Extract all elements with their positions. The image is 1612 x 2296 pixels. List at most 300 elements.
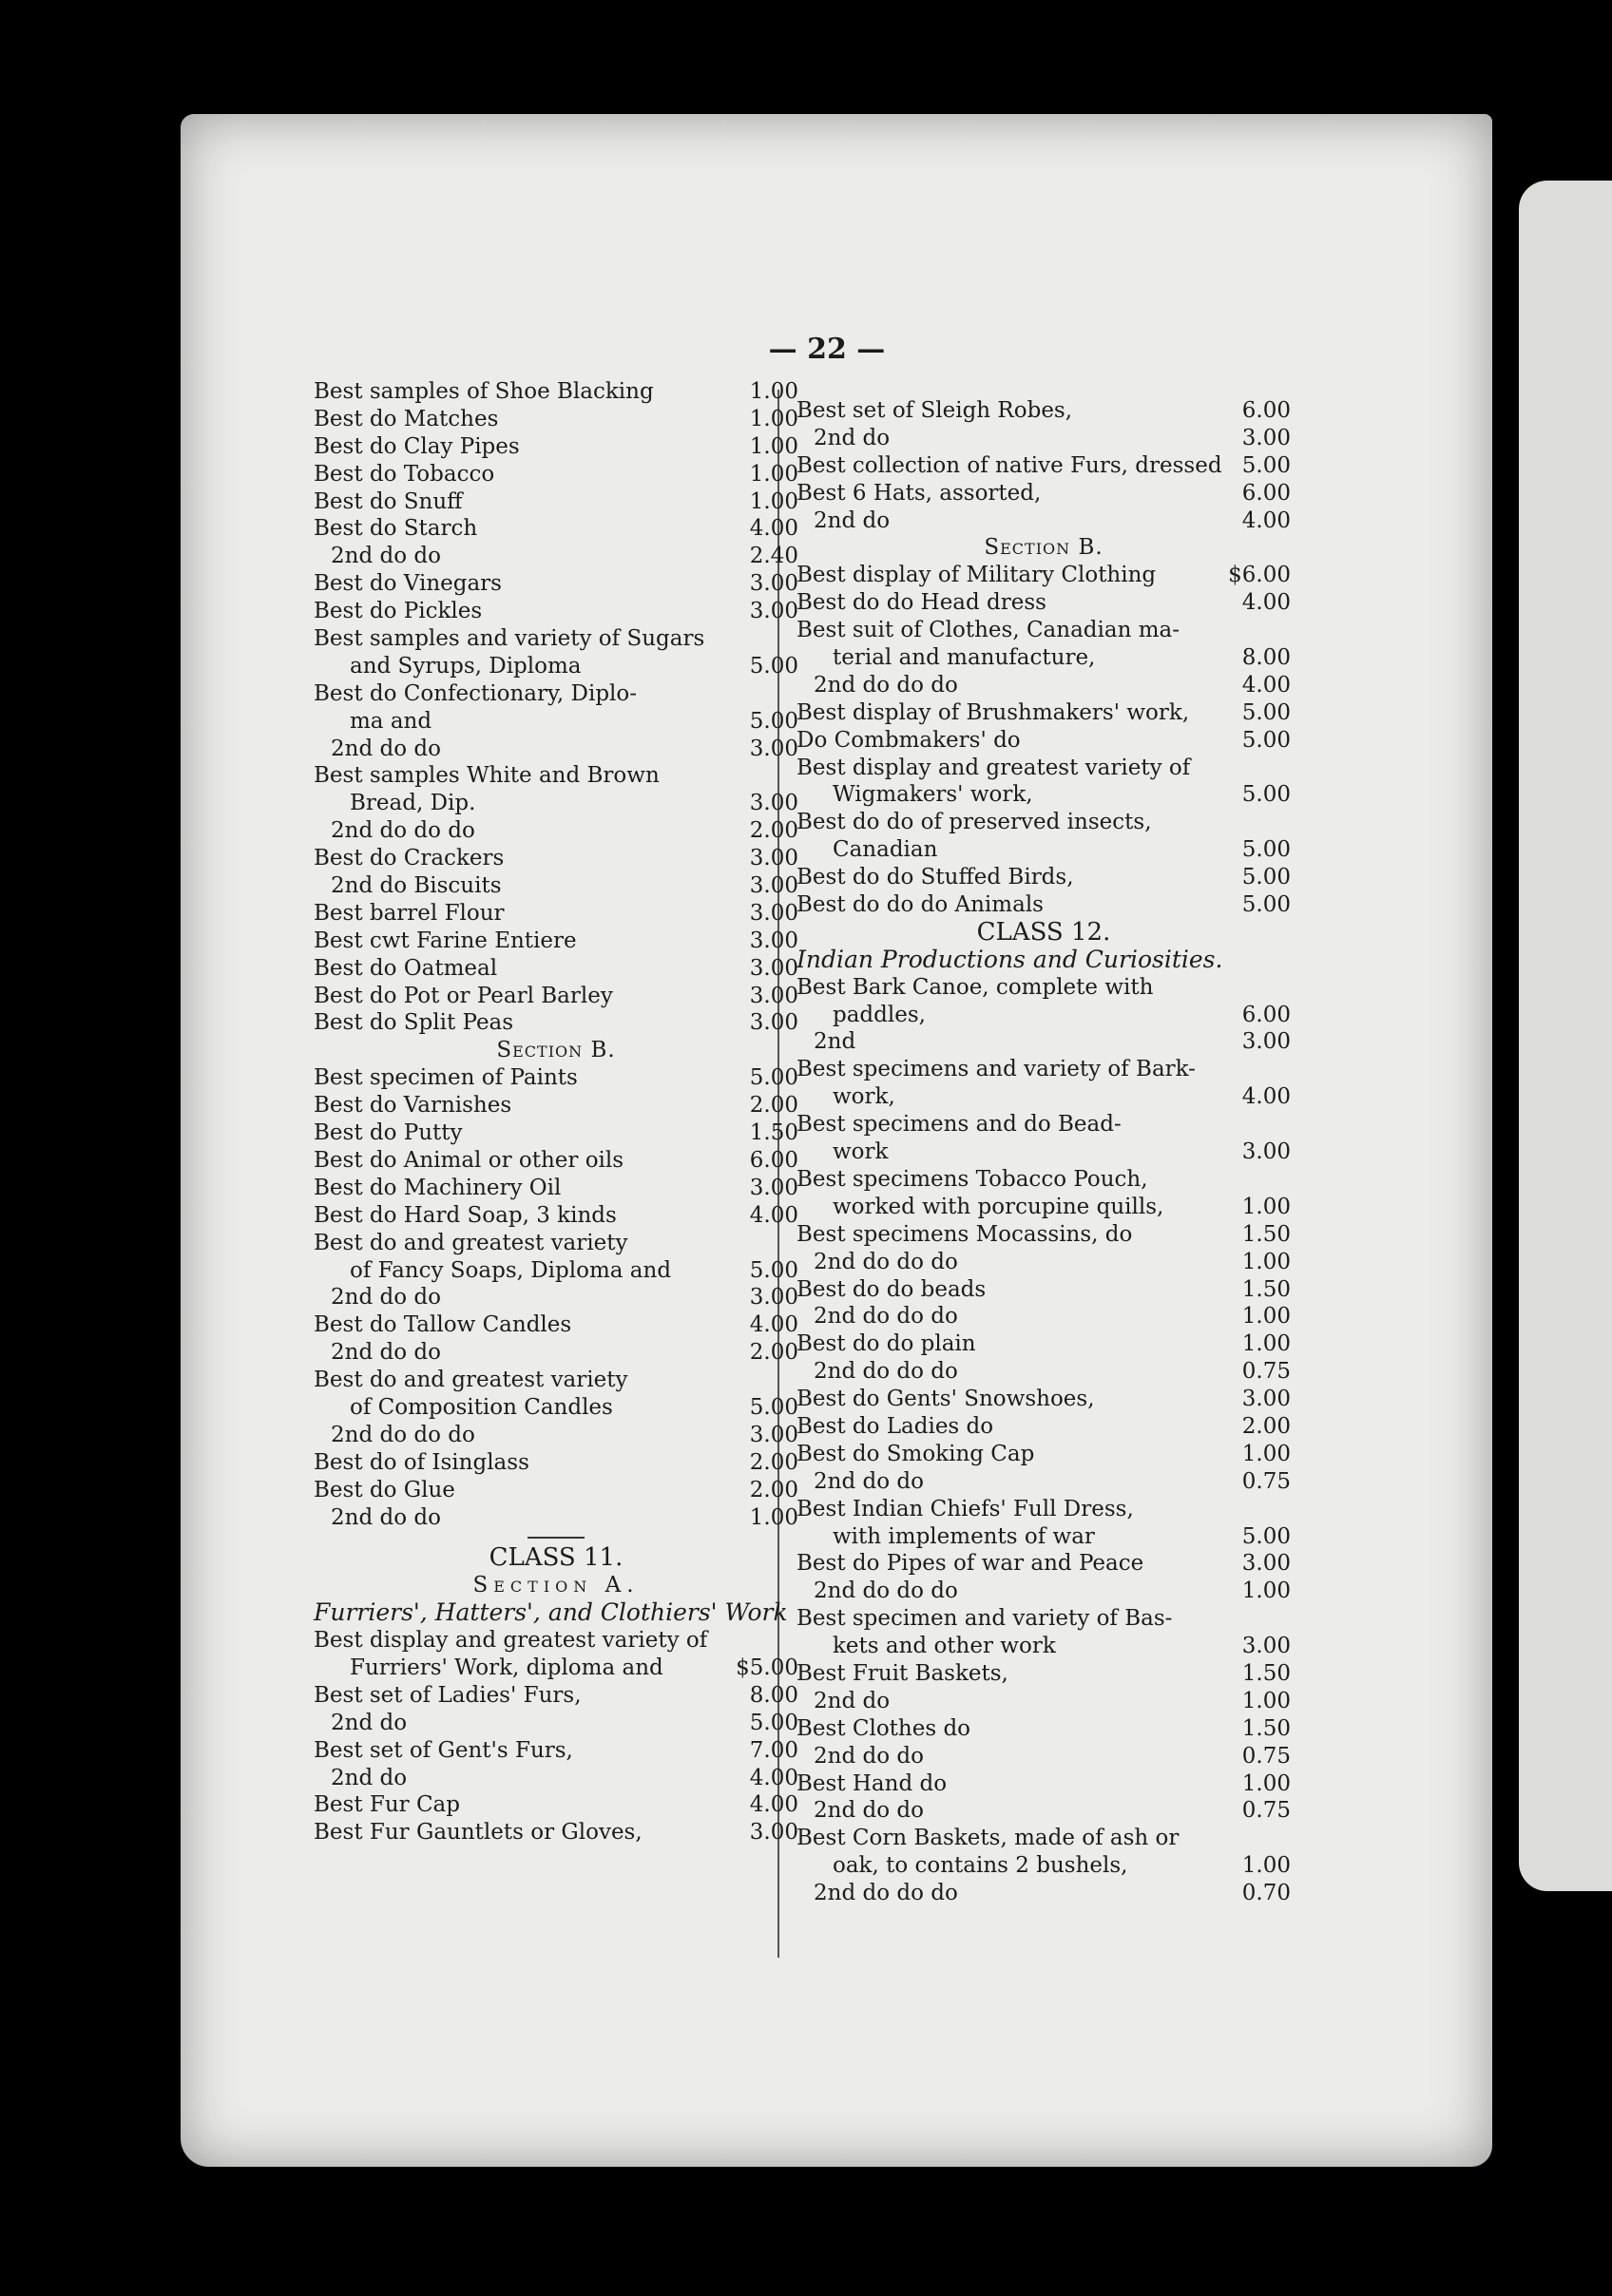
prize-entry — [314, 1311, 798, 1339]
entry-label: Best do Matches — [314, 406, 499, 431]
prize-amount: 5.00 — [749, 653, 798, 679]
entry-label: Best do Pickles — [314, 599, 483, 624]
prize-entry — [314, 406, 798, 433]
prize-entry — [314, 955, 798, 983]
prize-amount: 5.00 — [749, 1257, 798, 1283]
prize-amount: 2.00 — [749, 818, 798, 844]
section-rule — [314, 1531, 798, 1544]
prize-entry — [796, 1002, 1291, 1029]
prize-amount: 6.00 — [1241, 1002, 1291, 1027]
entry-label: terial and manufacture, — [833, 645, 1096, 671]
prize-entry — [796, 397, 1291, 425]
entry-label: Best do Confectionary, Diplo- — [314, 680, 638, 706]
prize-entry — [314, 790, 798, 817]
entry-label: Furriers' Work, diploma and — [350, 1655, 663, 1680]
prize-entry — [314, 543, 798, 570]
heading-line — [314, 1572, 798, 1599]
prize-amount: 3.00 — [749, 791, 798, 816]
prize-amount: 2.00 — [749, 1340, 798, 1366]
prize-entry — [314, 1710, 798, 1737]
prize-amount: 1.00 — [1241, 1770, 1291, 1796]
entry-label: Best do Smoking Cap — [796, 1441, 1035, 1466]
entry-label: Best display and greatest variety of — [314, 1628, 708, 1654]
prize-amount: 5.00 — [749, 1394, 798, 1420]
entry-label: Wigmakers' work, — [833, 782, 1033, 808]
prize-entry — [796, 864, 1291, 891]
prize-amount: 1.00 — [1241, 1304, 1291, 1330]
prize-amount: 0.75 — [1241, 1743, 1291, 1769]
prize-amount: 4.00 — [749, 516, 798, 542]
prize-amount: 4.00 — [1241, 590, 1291, 616]
prize-entry — [796, 1715, 1291, 1743]
entry-label: work, — [833, 1084, 895, 1110]
prize-amount: 5.00 — [1241, 865, 1291, 890]
prize-amount: 3.00 — [749, 1820, 798, 1846]
entry-label: Indian Productions and Curiosities. — [796, 945, 1223, 973]
prize-entry — [796, 699, 1291, 727]
prize-entry — [314, 1339, 798, 1367]
entry-label: ma and — [350, 708, 432, 734]
prize-amount: 3.00 — [1241, 1634, 1291, 1659]
entry-label: 2nd do do do — [814, 672, 958, 698]
entry-label: 2nd do do do — [814, 1578, 958, 1604]
right-column — [796, 397, 1291, 1907]
prize-amount: 3.00 — [749, 571, 798, 597]
entry-label: 2nd do do — [814, 1798, 924, 1824]
prize-entry — [796, 1111, 1291, 1138]
prize-amount: 3.00 — [1241, 425, 1291, 450]
entry-label: Best Clothes do — [796, 1715, 971, 1741]
prize-amount: 1.00 — [1241, 1578, 1291, 1604]
entry-label: 2nd do do — [331, 1340, 441, 1366]
prize-entry — [796, 1550, 1291, 1578]
entry-label: Best do do plain — [796, 1331, 976, 1357]
entry-label: Best Fur Gauntlets or Gloves, — [314, 1820, 643, 1846]
prize-amount: 3.00 — [749, 1175, 798, 1200]
prize-entry — [796, 1441, 1291, 1468]
entry-label: Best do Gents' Snowshoes, — [796, 1387, 1095, 1412]
prize-entry — [314, 1367, 798, 1394]
prize-amount: 3.00 — [749, 955, 798, 981]
entry-label: 2nd do — [814, 507, 891, 533]
entry-label: Best set of Sleigh Robes, — [796, 398, 1073, 423]
entry-label: Best specimens Mocassins, do — [796, 1221, 1133, 1247]
prize-entry — [314, 736, 798, 763]
prize-entry — [796, 755, 1291, 782]
prize-entry — [796, 1056, 1291, 1083]
prize-entry — [796, 836, 1291, 864]
prize-entry — [796, 1221, 1291, 1249]
entry-label: Best set of Gent's Furs, — [314, 1737, 573, 1763]
prize-amount: 1.00 — [1241, 1441, 1291, 1466]
prize-amount: 3.00 — [1241, 1139, 1291, 1165]
entry-label: Best do do of preserved insects, — [796, 810, 1152, 835]
entry-label: 2nd do do — [331, 736, 441, 761]
prize-entry — [796, 672, 1291, 699]
entry-label: Best do Putty — [314, 1120, 463, 1146]
prize-amount: 8.00 — [749, 1682, 798, 1708]
prize-amount: 5.00 — [1241, 837, 1291, 863]
prize-amount: 5.00 — [1241, 452, 1291, 478]
prize-entry — [796, 809, 1291, 836]
entry-label: 2nd do — [814, 1688, 891, 1713]
entry-label: oak, to contains 2 bushels, — [833, 1853, 1128, 1879]
prize-entry — [314, 1147, 798, 1175]
entry-label: Best samples White and Brown — [314, 763, 660, 789]
prize-amount: 3.00 — [749, 846, 798, 871]
entry-label: Do Combmakers' do — [796, 727, 1021, 753]
prize-amount: 6.00 — [1241, 480, 1291, 506]
prize-entry — [314, 1477, 798, 1504]
prize-amount: 6.00 — [749, 1147, 798, 1173]
prize-entry — [796, 1578, 1291, 1605]
prize-amount: 3.00 — [749, 873, 798, 899]
entry-label: Best Bark Canoe, complete with — [796, 974, 1154, 1000]
prize-amount: 1.00 — [749, 461, 798, 487]
prize-entry — [314, 1422, 798, 1449]
entry-label: Best set of Ladies' Furs, — [314, 1682, 582, 1708]
entry-label: Best do Glue — [314, 1477, 455, 1502]
prize-entry — [796, 1523, 1291, 1551]
entry-label: Best do Pot or Pearl Barley — [314, 983, 613, 1008]
entry-label: Best specimen of Paints — [314, 1065, 578, 1091]
entry-label: Best do Oatmeal — [314, 955, 498, 981]
prize-amount: 3.00 — [749, 983, 798, 1008]
prize-amount: 3.00 — [749, 928, 798, 953]
prize-amount: 3.00 — [749, 1285, 798, 1311]
entry-label: Best do of Isinglass — [314, 1449, 529, 1475]
prize-entry — [314, 1064, 798, 1092]
prize-amount: 8.00 — [1241, 645, 1291, 671]
entry-label: Best display and greatest variety of — [796, 755, 1191, 780]
prize-entry — [796, 1880, 1291, 1907]
prize-amount: 0.75 — [1241, 1798, 1291, 1824]
prize-amount: 1.00 — [1241, 1853, 1291, 1879]
entry-label: Best specimens Tobacco Pouch, — [796, 1166, 1148, 1192]
class-title-line — [796, 919, 1291, 947]
prize-entry — [314, 762, 798, 790]
entry-label: 2nd — [814, 1029, 856, 1055]
entry-label: paddles, — [833, 1002, 926, 1027]
entry-label: Section B. — [984, 535, 1103, 561]
entry-label: Best Hand do — [796, 1770, 948, 1796]
prize-entry — [796, 589, 1291, 617]
entry-label: Best do Starch — [314, 516, 478, 542]
prize-amount: 5.00 — [1241, 727, 1291, 753]
prize-entry — [796, 1386, 1291, 1413]
prize-amount: 2.00 — [749, 1449, 798, 1475]
prize-amount: 4.00 — [749, 1792, 798, 1818]
prize-entry — [314, 1504, 798, 1532]
prize-amount: 1.00 — [1241, 1688, 1291, 1713]
prize-entry — [314, 598, 798, 625]
heading-line — [796, 534, 1291, 562]
prize-entry — [314, 1230, 798, 1257]
prize-entry — [314, 625, 798, 653]
entry-label: Best do do Head dress — [796, 590, 1046, 616]
entry-label: Best Fur Cap — [314, 1792, 460, 1818]
prize-entry — [314, 488, 798, 516]
prize-entry — [796, 1605, 1291, 1633]
prize-entry — [314, 653, 798, 680]
prize-entry — [796, 1083, 1291, 1111]
prize-entry — [314, 708, 798, 736]
prize-entry — [796, 891, 1291, 919]
prize-entry — [796, 1358, 1291, 1386]
prize-amount: 5.00 — [1241, 1523, 1291, 1549]
prize-amount: 1.00 — [749, 406, 798, 431]
prize-entry — [314, 1202, 798, 1230]
prize-entry — [314, 1737, 798, 1765]
prize-amount: 4.00 — [1241, 672, 1291, 698]
prize-entry — [796, 1303, 1291, 1330]
prize-amount: 7.00 — [749, 1737, 798, 1763]
prize-amount: 4.00 — [749, 1765, 798, 1790]
prize-amount: 6.00 — [1241, 398, 1291, 423]
entry-label: Best Indian Chiefs' Full Dress, — [796, 1496, 1134, 1521]
entry-label: Best do Snuff — [314, 488, 463, 514]
adjacent-page-edge — [1519, 181, 1612, 1891]
entry-label: Section A. — [472, 1573, 640, 1598]
entry-label: Best do Tallow Candles — [314, 1312, 572, 1338]
entry-label: Best do Hard Soap, 3 kinds — [314, 1202, 617, 1228]
prize-entry — [796, 562, 1291, 589]
prize-entry — [796, 1660, 1291, 1688]
prize-entry — [796, 644, 1291, 672]
entry-label: 2nd do do — [814, 1468, 924, 1494]
italic-line — [796, 947, 1291, 974]
entry-label: Best Fruit Baskets, — [796, 1660, 1008, 1686]
prize-entry — [314, 1284, 798, 1311]
prize-entry — [796, 1852, 1291, 1880]
prize-entry — [314, 1175, 798, 1202]
entry-label: 2nd do do do — [814, 1359, 958, 1385]
prize-entry — [796, 727, 1291, 755]
entry-label: Best suit of Clothes, Canadian ma- — [796, 618, 1180, 643]
entry-label: Best do Machinery Oil — [314, 1175, 562, 1200]
prize-entry — [314, 1627, 798, 1655]
entry-label: Best do Pipes of war and Peace — [796, 1551, 1144, 1577]
prize-amount: 1.00 — [1241, 1194, 1291, 1219]
entry-label: Best do Varnishes — [314, 1093, 512, 1119]
entry-label: 2nd do do — [331, 1285, 441, 1311]
prize-entry — [314, 1394, 798, 1422]
entry-label: 2nd do do — [814, 1743, 924, 1769]
entry-label: Best specimen and variety of Bas- — [796, 1606, 1173, 1632]
prize-entry — [314, 845, 798, 872]
prize-amount: $6.00 — [1228, 563, 1291, 588]
entry-label: 2nd do — [331, 1710, 408, 1735]
prize-amount: 1.50 — [1241, 1660, 1291, 1686]
entry-label: 2nd do do — [331, 544, 441, 569]
prize-entry — [314, 900, 798, 928]
prize-amount: 1.50 — [1241, 1221, 1291, 1247]
prize-entry — [314, 1119, 798, 1147]
prize-amount: 3.00 — [749, 599, 798, 624]
prize-entry — [796, 1496, 1291, 1523]
entry-label: Best do Vinegars — [314, 571, 502, 597]
entry-label: kets and other work — [833, 1634, 1056, 1659]
prize-amount: 3.00 — [749, 1010, 798, 1036]
entry-label: 2nd do — [814, 425, 891, 450]
entry-label: Best do do Stuffed Birds, — [796, 865, 1074, 890]
prize-amount: 0.75 — [1241, 1468, 1291, 1494]
prize-entry — [796, 1276, 1291, 1304]
entry-label: Best samples and variety of Sugars — [314, 626, 705, 652]
entry-label: and Syrups, Diploma — [350, 653, 582, 679]
prize-amount: 1.00 — [749, 379, 798, 404]
prize-entry — [796, 1797, 1291, 1825]
italic-line — [314, 1599, 798, 1627]
prize-entry — [796, 1413, 1291, 1441]
prize-amount: 1.00 — [1241, 1331, 1291, 1357]
prize-amount: 3.00 — [1241, 1029, 1291, 1055]
entry-label: 2nd do Biscuits — [331, 873, 502, 899]
entry-label: Best do and greatest variety — [314, 1368, 628, 1393]
prize-entry — [314, 1009, 798, 1037]
entry-label: Best display of Military Clothing — [796, 563, 1157, 588]
prize-amount: 3.00 — [1241, 1387, 1291, 1412]
prize-entry — [314, 1682, 798, 1710]
heading-line — [314, 1037, 798, 1064]
prize-amount: 5.00 — [1241, 782, 1291, 808]
entry-label: Best do Animal or other oils — [314, 1147, 624, 1173]
prize-entry — [314, 872, 798, 900]
prize-entry — [796, 452, 1291, 480]
entry-label: Best cwt Farine Entiere — [314, 928, 577, 953]
prize-amount: 2.00 — [1241, 1413, 1291, 1439]
prize-entry — [796, 1633, 1291, 1660]
entry-label: with implements of war — [833, 1523, 1095, 1549]
prize-entry — [314, 461, 798, 488]
prize-entry — [314, 1092, 798, 1119]
entry-label: CLASS 11. — [489, 1543, 624, 1573]
prize-entry — [796, 617, 1291, 644]
prize-entry — [796, 1028, 1291, 1056]
prize-entry — [796, 974, 1291, 1002]
entry-label: of Composition Candles — [350, 1394, 613, 1420]
prize-amount: 4.00 — [749, 1202, 798, 1228]
prize-amount: 1.50 — [749, 1120, 798, 1146]
entry-label: Best 6 Hats, assorted, — [796, 480, 1042, 506]
prize-entry — [796, 1825, 1291, 1852]
entry-label: Best barrel Flour — [314, 900, 505, 926]
prize-amount: 4.00 — [749, 1312, 798, 1338]
prize-entry — [314, 983, 798, 1010]
prize-amount: 5.00 — [1241, 892, 1291, 918]
prize-amount: 3.00 — [749, 736, 798, 761]
prize-entry — [796, 480, 1291, 507]
prize-entry — [314, 1449, 798, 1477]
entry-label: Best do Tobacco — [314, 461, 495, 487]
prize-entry — [314, 1257, 798, 1285]
entry-label: 2nd do do do — [331, 818, 475, 844]
prize-entry — [314, 515, 798, 543]
page-number: — 22 — — [768, 333, 886, 366]
entry-label: Best do do beads — [796, 1276, 987, 1302]
entry-label: 2nd do do do — [814, 1881, 958, 1906]
entry-label: Best do Ladies do — [796, 1413, 994, 1439]
entry-label: Bread, Dip. — [350, 791, 476, 816]
prize-entry — [796, 1249, 1291, 1276]
prize-entry — [314, 1791, 798, 1819]
prize-amount: 4.00 — [1241, 1084, 1291, 1110]
prize-entry — [314, 680, 798, 708]
entry-label: Furriers', Hatters', and Clothiers' Work — [314, 1598, 788, 1627]
prize-entry — [314, 433, 798, 461]
prize-entry — [796, 1743, 1291, 1770]
entry-label: 2nd do do do — [331, 1422, 475, 1447]
entry-label: 2nd do do — [331, 1504, 441, 1530]
prize-amount: 2.40 — [749, 544, 798, 569]
prize-amount: 5.00 — [749, 1065, 798, 1091]
prize-amount: 1.00 — [1241, 1249, 1291, 1274]
prize-amount: $5.00 — [736, 1655, 798, 1680]
prize-amount: 5.00 — [1241, 699, 1291, 725]
prize-entry — [796, 1468, 1291, 1496]
prize-amount: 0.70 — [1241, 1881, 1291, 1906]
prize-entry — [314, 1655, 798, 1682]
entry-label: 2nd do do do — [814, 1249, 958, 1274]
prize-entry — [796, 1770, 1291, 1798]
left-column — [314, 378, 798, 1846]
entry-label: Best collection of native Furs, dressed — [796, 452, 1222, 478]
entry-label: Best do do do Animals — [796, 892, 1044, 918]
entry-label: worked with porcupine quills, — [833, 1194, 1164, 1219]
prize-entry — [796, 1138, 1291, 1166]
prize-amount: 1.50 — [1241, 1276, 1291, 1302]
prize-entry — [314, 817, 798, 845]
prize-amount: 1.00 — [749, 1504, 798, 1530]
entry-label: Best do and greatest variety — [314, 1230, 628, 1255]
prize-entry — [314, 378, 798, 406]
entry-label: work — [833, 1139, 889, 1165]
entry-label: 2nd do do do — [814, 1304, 958, 1330]
prize-entry — [796, 1166, 1291, 1194]
prize-entry — [314, 1765, 798, 1792]
prize-amount: 4.00 — [1241, 507, 1291, 533]
entry-label: Best samples of Shoe Blacking — [314, 379, 654, 404]
entry-label: Best specimens and do Bead- — [796, 1112, 1122, 1138]
entry-label: Best specimens and variety of Bark- — [796, 1057, 1196, 1082]
entry-label: Best do Crackers — [314, 846, 505, 871]
entry-label: Best display of Brushmakers' work, — [796, 699, 1190, 725]
prize-entry — [314, 570, 798, 598]
prize-amount: 3.00 — [749, 900, 798, 926]
entry-label: Best do Split Peas — [314, 1010, 514, 1036]
prize-entry — [796, 781, 1291, 809]
entry-label: of Fancy Soaps, Diploma and — [350, 1257, 672, 1283]
prize-entry — [796, 425, 1291, 452]
entry-label: CLASS 12. — [976, 917, 1111, 947]
prize-entry — [314, 928, 798, 955]
prize-amount: 1.00 — [749, 488, 798, 514]
entry-label: 2nd do — [331, 1765, 408, 1790]
prize-amount: 2.00 — [749, 1093, 798, 1119]
prize-entry — [796, 1194, 1291, 1221]
prize-entry — [314, 1819, 798, 1846]
class-title-line — [314, 1544, 798, 1572]
entry-label: Best do Clay Pipes — [314, 433, 520, 459]
prize-amount: 2.00 — [749, 1477, 798, 1502]
entry-label: Canadian — [833, 837, 938, 863]
prize-amount: 5.00 — [749, 708, 798, 734]
prize-amount: 3.00 — [1241, 1551, 1291, 1577]
prize-amount: 1.50 — [1241, 1715, 1291, 1741]
prize-entry — [796, 507, 1291, 535]
entry-label: Best Corn Baskets, made of ash or — [796, 1826, 1180, 1851]
prize-entry — [796, 1330, 1291, 1358]
